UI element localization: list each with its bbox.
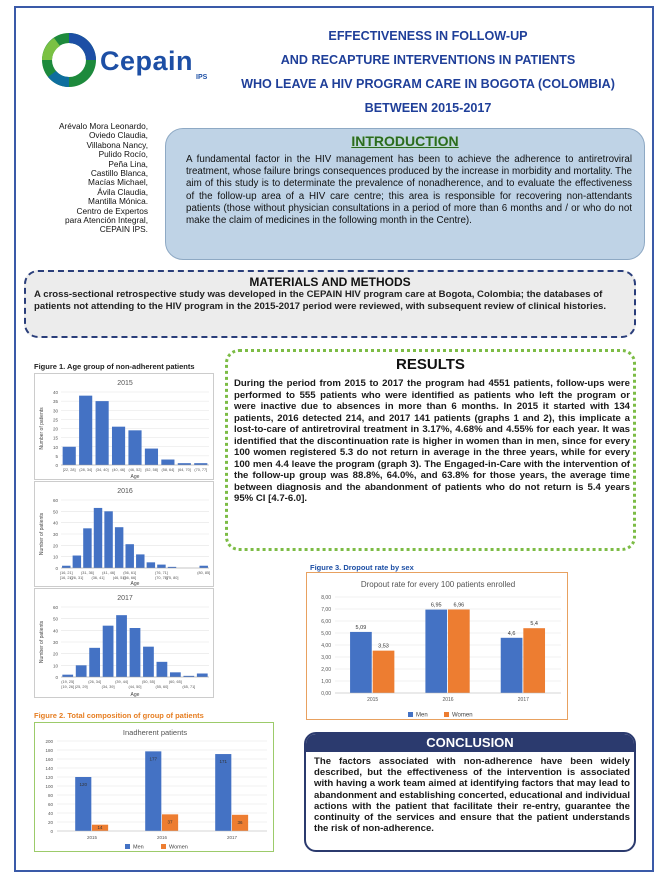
introduction-box	[165, 128, 645, 260]
authors-list	[20, 122, 148, 235]
conclusion-title: CONCLUSION	[306, 734, 634, 752]
data-label: 177	[149, 756, 158, 762]
y-axis-label: Number of patients	[39, 620, 45, 664]
methods-box	[24, 270, 636, 338]
y-tick-label: 8,00	[321, 595, 331, 601]
histogram-bar	[170, 672, 181, 677]
x-tick-label: (40, 46]	[112, 468, 126, 472]
histogram-bar	[62, 675, 73, 677]
x-tick-label: (76, 71]	[154, 571, 168, 575]
data-label: 14	[97, 825, 103, 830]
author-line: Villabona Nancy,	[86, 139, 148, 150]
y-tick-label: 0,00	[321, 691, 331, 697]
poster-title	[228, 24, 628, 120]
x-tick-label: (80, 85]	[197, 571, 211, 575]
x-tick-label: (75, 80]	[165, 576, 179, 580]
y-tick-label: 30	[52, 640, 58, 645]
histogram-2016	[34, 481, 214, 587]
y-tick-label: 100	[45, 784, 53, 789]
x-tick-label: (50, 55]	[142, 680, 155, 684]
figure-3-title: Figure 3. Dropout rate by sex	[310, 563, 414, 572]
data-label: 171	[219, 759, 228, 765]
y-tick-label: 180	[45, 748, 53, 753]
title-line: BETWEEN 2015-2017	[364, 101, 492, 115]
y-tick-label: 20	[52, 651, 58, 657]
histogram-bar	[76, 665, 87, 677]
x-tick-label: (16, 21]	[59, 571, 73, 575]
y-tick-label: 5	[55, 453, 58, 459]
title-line: EFFECTIVENESS IN FOLLOW-UP	[328, 29, 528, 43]
legend-swatch	[125, 844, 130, 849]
x-tick-label: (58, 64]	[161, 468, 175, 472]
x-tick-label: (19, 25]	[61, 680, 75, 684]
x-tick-label: (34, 39]	[101, 685, 115, 689]
x-tick-label: (39, 44]	[115, 680, 128, 684]
bar-men	[215, 754, 231, 831]
histogram-bar	[89, 648, 100, 677]
histogram-bar	[125, 544, 133, 568]
author-line: Centro de Expertos	[76, 205, 148, 216]
histogram-bar	[199, 566, 207, 568]
histogram-bar	[73, 556, 81, 568]
y-tick-label: 160	[45, 757, 53, 762]
histogram-bar	[147, 562, 155, 568]
y-tick-label: 0	[50, 829, 53, 834]
legend-swatch	[444, 712, 449, 717]
x-tick-label: (26, 34]	[88, 680, 102, 684]
x-tick-label: (41, 46]	[102, 571, 116, 575]
figure-1-title: Figure 1. Age group of non-adherent patients	[34, 362, 195, 371]
y-tick-label: 3,00	[321, 655, 331, 661]
histogram-bar	[79, 396, 92, 465]
data-label: 36	[237, 819, 243, 825]
y-tick-label: 50	[52, 509, 58, 515]
author-line: Macías Michael,	[88, 177, 148, 188]
chart-title: 2016	[117, 488, 133, 495]
histogram-bar	[143, 647, 154, 677]
y-tick-label: 40	[47, 811, 53, 816]
inadherent-patients-chart	[34, 722, 274, 852]
histogram-bar	[63, 447, 76, 465]
y-tick-label: 35	[52, 399, 58, 405]
logo-wordmark: Cepain	[100, 46, 194, 76]
y-tick-label: 20	[47, 820, 53, 825]
y-tick-label: 30	[52, 532, 58, 537]
y-tick-label: 4,00	[321, 643, 331, 649]
histogram-bar	[197, 674, 208, 678]
x-axis-label: Age	[130, 692, 140, 698]
x-tick-label: (31, 36]	[80, 571, 94, 575]
author-line: Castillo Blanca,	[90, 168, 148, 179]
author-line: CEPAIN IPS.	[99, 224, 148, 235]
introduction-title: INTRODUCTION	[351, 133, 459, 149]
conclusion-text: The factors associated with non-adherence have been widely described, but the effectiveness of the intervention is associated with having a work team aimed at identifying factors that may lead to abandonment and establishing concerted, educational and individual actions with the patient that facilitate their re-entry, guarantee the continuity of the services and ensure that the patient understands the risk of non-adherence.	[314, 756, 630, 835]
x-tick-label: (44, 50]	[128, 685, 142, 689]
y-axis-label: Number of patients	[39, 407, 45, 450]
data-label: 6,95	[430, 602, 442, 609]
x-tick-label: 2017	[226, 835, 238, 840]
y-tick-label: 60	[47, 802, 53, 807]
x-tick-label: (56, 61]	[123, 571, 137, 575]
results-title: RESULTS	[396, 356, 465, 373]
histogram-bar	[83, 528, 91, 568]
conclusion-box	[304, 732, 636, 852]
y-tick-label: 1,00	[321, 679, 331, 685]
data-label: 3,53	[378, 643, 389, 650]
author-line: para Atención Integral,	[64, 215, 148, 226]
y-tick-label: 60	[52, 605, 58, 610]
x-tick-label: [22, 28]	[62, 468, 76, 472]
y-tick-label: 40	[52, 628, 58, 634]
histogram-bar	[130, 628, 141, 677]
x-tick-label: 2017	[517, 697, 529, 703]
data-label: 5,4	[530, 621, 539, 628]
x-tick-label: (36, 41]	[91, 576, 105, 580]
y-tick-label: 0	[55, 566, 58, 571]
y-tick-label: 25	[52, 417, 58, 423]
y-tick-label: 7,00	[321, 607, 331, 613]
chart-title: 2017	[117, 595, 133, 602]
x-axis-label: Age	[130, 474, 140, 480]
histogram-bar	[145, 449, 158, 465]
y-tick-label: 30	[52, 408, 58, 414]
bar-women	[373, 651, 395, 693]
methods-title: MATERIALS AND METHODS	[249, 275, 411, 289]
histogram-bar	[128, 430, 141, 465]
y-tick-label: 20	[52, 426, 58, 432]
histogram-bar	[94, 508, 102, 568]
y-tick-label: 6,00	[321, 619, 331, 625]
y-axis-label: Number of patients	[39, 512, 45, 556]
title-line: WHO LEAVE A HIV PROGRAM CARE IN BOGOTA (COLOMBIA)	[241, 77, 615, 91]
x-tick-label: (60, 65]	[168, 680, 182, 684]
author-line: Pulido Rocío,	[98, 149, 148, 160]
x-tick-label: (46, 52]	[128, 468, 142, 472]
bar-men	[350, 632, 372, 693]
x-tick-label: (55, 60]	[155, 685, 169, 689]
data-label: 4,6	[507, 630, 516, 637]
histogram-2017	[34, 588, 214, 698]
figure-2-title: Figure 2. Total composition of group of patients	[34, 711, 204, 720]
histogram-bar	[116, 615, 127, 677]
histogram-bar	[161, 460, 174, 465]
results-box	[225, 349, 636, 551]
x-tick-label: [19, 26]	[61, 685, 75, 689]
x-tick-label: (28, 34]	[79, 468, 93, 472]
data-label: 5,09	[355, 624, 367, 631]
y-tick-label: 200	[45, 739, 53, 744]
legend-label: Men	[133, 844, 144, 851]
y-tick-label: 20	[52, 543, 58, 549]
x-tick-label: (65, 71]	[182, 685, 196, 689]
data-label: 120	[79, 782, 88, 787]
x-axis-label: Age	[130, 581, 140, 587]
author-line: Mantilla Mónica.	[88, 196, 148, 207]
y-tick-label: 0	[55, 675, 58, 680]
legend-label: Women	[452, 712, 473, 719]
bar-women	[523, 628, 545, 693]
methods-text: A cross-sectional retrospective study was developed in the CEPAIN HIV program care at Bogota, Colombia; the databases of patients not attending to the HIV program in the 2015-2017 period were reviewed, with subsequent review of clinical histories.	[34, 289, 607, 312]
legend-label: Women	[169, 844, 188, 851]
histogram-bar	[136, 554, 144, 568]
x-tick-label: (56, 66]	[123, 576, 137, 580]
data-label: 37	[167, 819, 173, 825]
x-tick-label: 2016	[442, 697, 454, 703]
y-tick-label: 5,00	[321, 631, 331, 637]
x-tick-label: (52, 58]	[144, 468, 158, 472]
y-tick-label: 15	[52, 435, 58, 441]
chart-title: Inadherent patients	[122, 728, 188, 737]
x-tick-label: [16, 21]	[59, 576, 73, 580]
x-tick-label: (70, 77]	[194, 468, 208, 472]
chart-title: 2015	[117, 380, 133, 387]
author-line: Ávila Claudia,	[97, 186, 148, 197]
bar-men	[501, 638, 523, 693]
histogram-2015	[34, 373, 214, 480]
histogram-bar	[103, 626, 114, 677]
x-tick-label: (25, 29]	[74, 685, 88, 689]
author-line: Arévalo Mora Leonardo,	[58, 121, 148, 131]
x-tick-label: (46, 51]	[112, 576, 126, 580]
data-label: 6,96	[453, 602, 465, 609]
y-tick-label: 2,00	[321, 667, 331, 673]
x-tick-label: 2015	[367, 697, 379, 703]
bar-men	[145, 751, 161, 831]
y-tick-label: 140	[45, 766, 53, 771]
x-tick-label: (64, 70]	[177, 468, 191, 472]
y-tick-label: 0	[55, 463, 58, 468]
title-line: AND RECAPTURE INTERVENTIONS IN PATIENTS	[280, 53, 576, 67]
x-tick-label: 2016	[156, 835, 168, 840]
histogram-bar	[104, 511, 112, 568]
cepain-logo-mark	[36, 26, 106, 96]
histogram-bar	[157, 565, 165, 568]
y-tick-label: 10	[52, 444, 58, 450]
x-tick-label: (26, 31]	[70, 576, 84, 580]
y-tick-label: 60	[52, 498, 58, 503]
legend-swatch	[408, 712, 413, 717]
author-line: Oviedo Claudia,	[88, 130, 148, 141]
y-tick-label: 120	[45, 775, 53, 780]
chart-title: Dropout rate for every 100 patients enrolled	[360, 580, 516, 589]
y-tick-label: 40	[52, 520, 58, 526]
legend-swatch	[161, 844, 166, 849]
histogram-bar	[115, 527, 123, 568]
bar-women	[448, 609, 470, 693]
author-line: Peña Lina,	[108, 158, 148, 169]
histogram-bar	[157, 662, 168, 677]
histogram-bar	[112, 427, 125, 465]
y-tick-label: 10	[52, 663, 58, 669]
y-tick-label: 80	[47, 793, 53, 798]
bar-men	[425, 610, 447, 693]
x-tick-label: 2015	[86, 835, 98, 840]
dropout-rate-chart	[306, 572, 568, 720]
histogram-bar	[96, 401, 109, 465]
y-tick-label: 50	[52, 616, 58, 622]
legend-label: Men	[416, 712, 428, 719]
logo-sub: IPS	[196, 74, 208, 81]
x-tick-label: (70, 75]	[154, 576, 168, 580]
y-tick-label: 40	[52, 390, 58, 395]
results-text: During the period from 2015 to 2017 the program had 4551 patients, follow-ups were performed to 555 patients who were identified as patients who left the program or were inactive due to absences in more than 6 months. In 2015 it started with 134 patients, 2016 detected 214, and 2017 141 patients (graphs 1 and 2), this implicate a lost-to-care of antiretroviral treatment in 3.17%, 4.68% and 4.55% for each year. It was identified that the discontinuation rate is higher in women than in men, since for every 100 women registered 5.3 do not return in average in the three years, while for every 100 men 4.4 leave the program (graph 3). The Engaged-in-Care with the intervention of the follow-up group was 88.8%, 64.0%, and 63.8% for those years, the average time between diagnosis and the abandonment of patients who do not return is 5.4 years 95% CI [4.7-6.0].	[234, 378, 630, 504]
x-tick-label: (34, 40]	[95, 468, 109, 472]
introduction-text: A fundamental factor in the HIV management has been to achieve the adherence to antiretroviral treatment, whose failure brings consequences produced by the increase in morbidity and mortality. The aim of this study is to determinate the prevalence of nonadherence, and to evaluate the effectiveness of the follow-up area of a HIV care centre; this area is responsible for recovering non-attendants patients (those without physician consultations in a period of more than 6 months and / or who do not make the claim of medicines in the following month in the Centre).	[186, 154, 632, 227]
y-tick-label: 10	[52, 554, 58, 560]
histogram-bar	[62, 566, 70, 568]
